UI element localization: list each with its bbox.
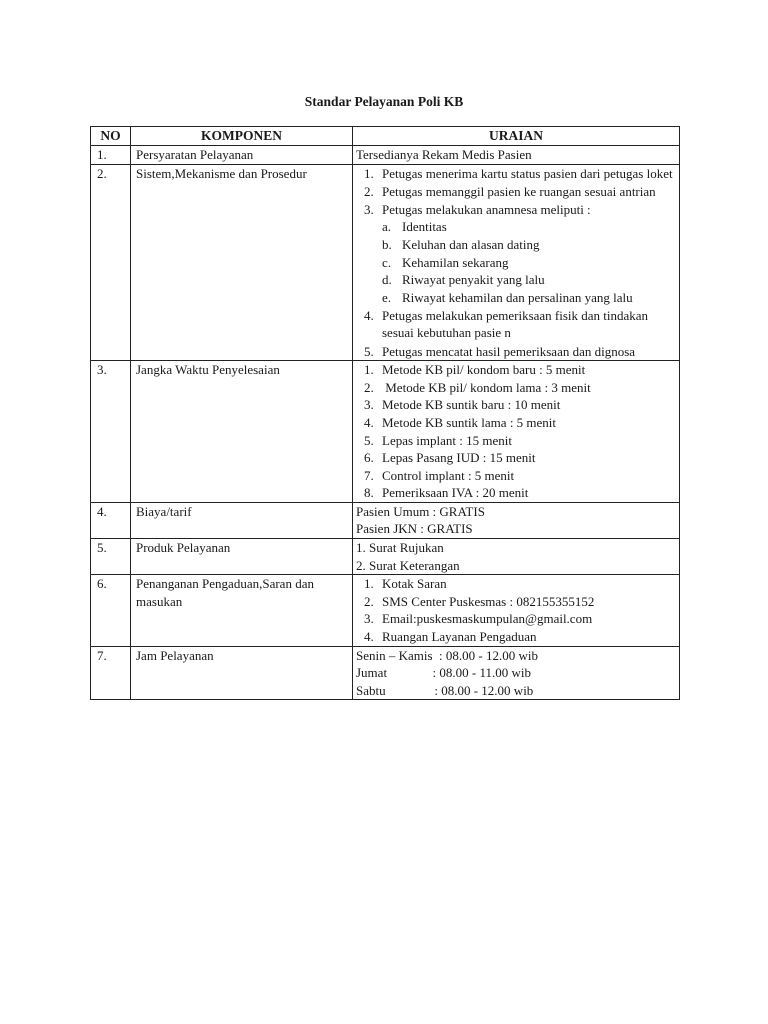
list-marker: 2. — [364, 593, 374, 609]
list-item — [356, 575, 675, 593]
row-uraian — [353, 361, 680, 503]
list-marker: 7. — [364, 467, 374, 483]
list-item — [356, 484, 675, 502]
uraian-line: Jumat : 08.00 - 11.00 wib — [356, 665, 532, 681]
uraian-line: Tersedianya Rekam Medis Pasien — [356, 147, 532, 162]
list-marker: 3. — [364, 611, 374, 627]
table-row — [91, 164, 680, 361]
list-item-text: Metode KB suntik baru : 10 menit — [382, 397, 561, 413]
list-item-text: SMS Center Puskesmas : 082155355152 — [382, 593, 595, 609]
table-row — [91, 502, 680, 538]
list-item — [356, 396, 675, 414]
list-item-text: Lepas Pasang IUD : 15 menit — [382, 450, 536, 466]
uraian-line: 2. Surat Keterangan — [356, 557, 460, 573]
row-number: 2. — [91, 164, 131, 361]
numbered-list — [356, 307, 675, 360]
row-komponen: Jam Pelayanan — [131, 646, 353, 700]
table-row — [91, 361, 680, 503]
list-marker: c. — [382, 254, 392, 270]
row-komponen: Sistem,Mekanisme dan Prosedur — [131, 164, 353, 361]
row-uraian — [353, 164, 680, 361]
list-item — [356, 307, 675, 342]
list-item-text: Keluhan dan alasan dating — [402, 236, 540, 252]
header-uraian: URAIAN — [353, 127, 680, 146]
list-marker: 3. — [364, 201, 374, 217]
list-item — [356, 432, 675, 450]
list-item-text: Kehamilan sekarang — [402, 254, 509, 270]
lettered-list — [356, 218, 675, 306]
list-marker: d. — [382, 272, 392, 288]
list-item — [356, 289, 675, 307]
row-uraian — [353, 575, 680, 646]
list-item-text: Kotak Saran — [382, 576, 447, 592]
row-number: 5. — [91, 539, 131, 575]
list-item-text: Metode KB pil/ kondom lama : 3 menit — [382, 379, 591, 395]
table-row — [91, 539, 680, 575]
list-marker: 5. — [364, 343, 374, 359]
row-komponen: Penanganan Pengaduan,Saran dan masukan — [131, 575, 353, 646]
row-number: 3. — [91, 361, 131, 503]
list-item — [356, 628, 675, 646]
list-item-text: Identitas — [402, 219, 447, 235]
uraian-line: Pasien Umum : GRATIS — [356, 503, 485, 519]
row-komponen: Biaya/tarif — [131, 502, 353, 538]
row-number: 1. — [91, 146, 131, 165]
list-marker: 4. — [364, 629, 374, 645]
numbered-list — [356, 165, 675, 219]
list-marker: e. — [382, 289, 392, 305]
list-marker: 3. — [364, 397, 374, 413]
list-item-text: Riwayat kehamilan dan persalinan yang lalu — [402, 289, 633, 305]
table-header-row — [91, 127, 680, 146]
list-marker: 2. — [364, 183, 374, 199]
list-marker: 1. — [364, 576, 374, 592]
list-item-text: Email:puskesmaskumpulan@gmail.com — [382, 611, 593, 627]
uraian-line: Pasien JKN : GRATIS — [356, 521, 473, 537]
list-item — [356, 414, 675, 432]
header-no: NO — [91, 127, 131, 146]
list-marker: 1. — [364, 165, 374, 181]
list-item — [356, 183, 675, 201]
numbered-list — [356, 575, 675, 645]
table-row — [91, 575, 680, 646]
row-komponen: Persyaratan Pelayanan — [131, 146, 353, 165]
list-marker: 4. — [364, 307, 374, 323]
list-item — [356, 610, 675, 628]
list-item — [356, 236, 675, 254]
list-marker: 6. — [364, 450, 374, 466]
row-komponen: Produk Pelayanan — [131, 539, 353, 575]
list-item — [356, 201, 675, 219]
list-item-text: Pemeriksaan IVA : 20 menit — [382, 485, 529, 501]
list-marker: 4. — [364, 414, 374, 430]
list-item-text: Petugas menerima kartu status pasien dari petugas loket — [382, 165, 673, 181]
list-item-text: Lepas implant : 15 menit — [382, 432, 512, 448]
row-number: 4. — [91, 502, 131, 538]
list-item-text: Metode KB suntik lama : 5 menit — [382, 414, 557, 430]
list-item-text: Petugas mencatat hasil pemeriksaan dan dignosa — [382, 343, 636, 359]
table-row — [91, 146, 680, 165]
list-marker: 8. — [364, 485, 374, 501]
list-item-text: Petugas melakukan pemeriksaan fisik dan tindakan sesuai kebutuhan pasie n — [382, 307, 649, 341]
uraian-line: Senin – Kamis : 08.00 - 12.00 wib — [356, 647, 538, 663]
list-item — [356, 165, 675, 183]
row-komponen: Jangka Waktu Penyelesaian — [131, 361, 353, 503]
header-komponen: KOMPONEN — [131, 127, 353, 146]
table-row — [91, 646, 680, 700]
list-item-text: Metode KB pil/ kondom baru : 5 menit — [382, 362, 586, 378]
list-item-text: Petugas memanggil pasien ke ruangan sesuai antrian — [382, 183, 656, 199]
list-item — [356, 449, 675, 467]
list-item-text: Control implant : 5 menit — [382, 467, 515, 483]
list-item — [356, 361, 675, 379]
list-item — [356, 467, 675, 485]
row-uraian — [353, 146, 680, 165]
list-marker: b. — [382, 236, 392, 252]
list-marker: 2. — [364, 379, 374, 395]
uraian-line: 1. Surat Rujukan — [356, 540, 444, 556]
list-marker: 5. — [364, 432, 374, 448]
list-item-text: Petugas melakukan anamnesa meliputi : — [382, 201, 591, 217]
service-standard-table — [90, 126, 680, 700]
list-item — [356, 343, 675, 361]
row-number: 7. — [91, 646, 131, 700]
list-item — [356, 218, 675, 236]
row-number: 6. — [91, 575, 131, 646]
list-item — [356, 271, 675, 289]
list-item — [356, 379, 675, 397]
row-uraian — [353, 539, 680, 575]
row-uraian — [353, 646, 680, 700]
list-item-text: Ruangan Layanan Pengaduan — [382, 629, 537, 645]
list-item-text: Riwayat penyakit yang lalu — [402, 272, 545, 288]
document-title: Standar Pelayanan Poli KB — [304, 94, 464, 109]
list-item — [356, 254, 675, 272]
uraian-line: Sabtu : 08.00 - 12.00 wib — [356, 682, 534, 698]
numbered-list — [356, 361, 675, 502]
list-marker: 1. — [364, 362, 374, 378]
row-uraian — [353, 502, 680, 538]
list-item — [356, 593, 675, 611]
list-marker: a. — [382, 219, 392, 235]
